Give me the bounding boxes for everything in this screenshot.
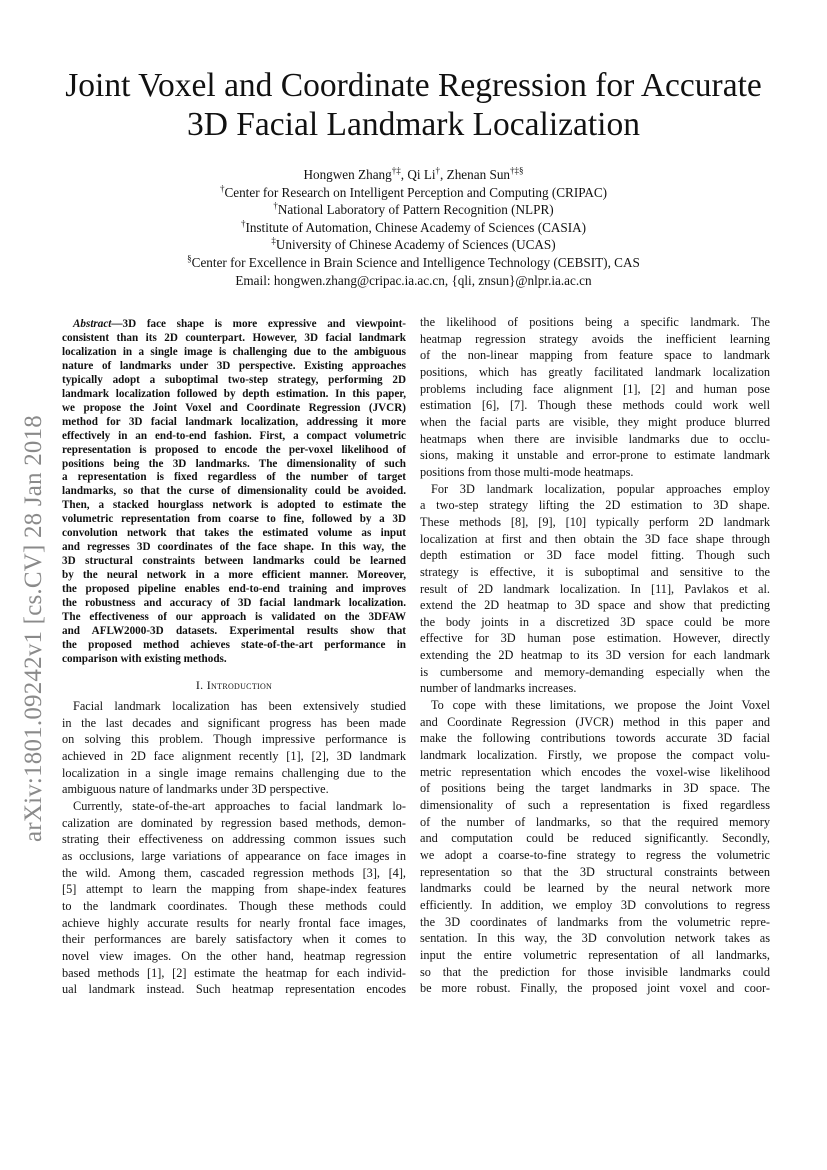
text-line: the 3D coordinates of landmarks from the volumetric repre- <box>420 914 770 929</box>
abstract-line: nature of landmarks under 3D perspective. Existing approaches <box>62 359 406 372</box>
abstract-line: method for 3D facial landmark localization, addressing it more <box>62 415 406 428</box>
text-line: For 3D landmark localization, popular approaches employ <box>431 481 770 496</box>
text-line: as occlusions, large variations of appearance on face images in <box>62 848 406 863</box>
abstract-line: the robustness and accuracy of 3D facial landmark localization. <box>62 597 406 610</box>
abstract-line: the proposed method achieves state-of-the-art performance in <box>62 638 406 651</box>
text-line: be more robust. Finally, the proposed joint voxel and coor- <box>420 981 770 996</box>
paragraph <box>420 697 770 997</box>
author-names: Hongwen Zhang†‡, Qi Li†, Zhenan Sun†‡§ <box>303 165 524 182</box>
text-line: result of 2D landmark localization. In [11], Pavlakos et al. <box>420 581 770 596</box>
abstract-line: the proposed pipeline enables end-to-end training and improves <box>62 583 406 596</box>
section-heading: I. Introduction <box>195 678 273 692</box>
abstract-line: and regresses 3D coordinates of the face shape. In this way, the <box>62 541 406 554</box>
arxiv-stamp: arXiv:1801.09242v1 [cs.CV] 28 Jan 2018 <box>20 415 47 842</box>
affiliation-text: National Laboratory of Pattern Recognition (NLPR) <box>277 202 554 218</box>
text-line: make the following contributions towords accurate 3D facial <box>420 731 770 746</box>
abstract-line <box>62 318 406 332</box>
text-line: [5] attempt to learn the mapping from shape-index features <box>62 882 406 897</box>
text-line: Currently, state-of-the-art approaches to facial landmark lo- <box>73 798 406 813</box>
text-line: ual landmark instead. Such heatmap representation encodes <box>62 982 406 997</box>
text-line: is cumbersome and memory-demanding especially when the <box>420 664 770 679</box>
text-line: landmarks could be learned by the neural network more <box>420 881 770 896</box>
text-line: representation so that the 3D structural constraints between <box>420 864 770 879</box>
text-line: These methods [8], [9], [10] typically perform 2D landmark <box>420 514 770 529</box>
text-line: Facial landmark localization has been extensively studied <box>73 699 406 713</box>
text-line: and Coordinate Regression (JVCR) method in this paper and <box>420 714 770 729</box>
text-line: effective for 3D human pose estimation. However, directly <box>420 631 770 646</box>
text-line: dimensionality of such a representation is fixed regardless <box>420 798 770 813</box>
text-line: positions from those multi-mode heatmaps. <box>420 464 634 479</box>
abstract-line: representation is proposed to encode the per-voxel likelihood of <box>62 443 406 456</box>
author-marks: †‡ <box>391 165 401 176</box>
abstract-line: landmark localization followed by depth estimation. In this paper, <box>62 387 406 400</box>
text-line: heatmaps when there are invisible landmarks due to occlu- <box>420 431 770 446</box>
affiliation-text: Center for Research on Intelligent Perception and Computing (CRIPAC) <box>224 184 608 200</box>
abstract-line: 3D structural constraints between landmarks could be learned <box>62 555 406 568</box>
text-line: number of landmarks increases. <box>420 681 577 696</box>
text-line: strategy is effective, it is suboptimal and sensitive to the <box>420 564 770 579</box>
affiliation-text: Institute of Automation, Chinese Academy of Sciences (CASIA) <box>245 219 587 235</box>
abstract-line: effectively in an end-to-end fashion. First, a compact volumetric <box>62 429 406 442</box>
paragraph <box>420 314 770 481</box>
text-line: their performances are barely satisfactory when it comes to <box>62 932 406 947</box>
text-line: problems including face alignment [1], [2] and human pose <box>420 381 770 396</box>
abstract-text: —3D face shape is more expressive and viewpoint- <box>111 318 406 330</box>
affiliation <box>0 254 827 272</box>
affiliation <box>0 201 827 219</box>
text-line: the body joints in a discretized 3D space could be more <box>420 614 770 629</box>
abstract <box>62 318 406 667</box>
abstract-line: comparison with existing methods. <box>62 652 227 665</box>
text-line: we adopt a coarse-to-fine strategy to regress the volumetric <box>420 848 770 862</box>
author-block <box>0 166 827 289</box>
text-line: of the number of landmarks, so that the required memory <box>420 814 770 829</box>
affiliation-mark: ‡ <box>271 235 276 246</box>
text-line: metric representation which encodes the voxel-wise likelihood <box>420 764 770 779</box>
paragraph <box>420 481 770 698</box>
text-line: extending the 2D heatmap to its 3D version for each landmark <box>420 648 770 663</box>
text-line: ambiguous nature of landmarks under 3D perspective. <box>62 782 329 797</box>
left-column-body <box>62 698 406 998</box>
text-line: the likelihood of positions being a specific landmark. The <box>420 315 770 329</box>
text-line: achieve highly accurate results for nearly frontal face images, <box>62 915 406 930</box>
text-line: based methods [1], [2] estimate the heatmap for each individ- <box>62 965 406 980</box>
text-line: novel view images. On the other hand, heatmap regression <box>62 948 406 963</box>
author-marks: †‡§ <box>510 165 524 176</box>
abstract-line: localization in a single image is challenging due to the ambiguous <box>62 345 406 358</box>
text-line: depth estimation or 3D face model fitting. Though such <box>420 548 770 563</box>
text-line: calization are dominated by regression based methods, demon- <box>62 815 406 830</box>
text-line: a two-step strategy lifting the 2D estimation to 3D shape. <box>420 498 770 513</box>
title-line: 3D Facial Landmark Localization <box>186 106 640 143</box>
author-marks: † <box>435 165 441 176</box>
author-name: Zhenan Sun <box>446 167 511 182</box>
affiliation <box>0 236 827 254</box>
abstract-label: Abstract <box>73 318 112 330</box>
affiliation-text: University of Chinese Academy of Sciences (UCAS) <box>275 237 556 253</box>
text-line: strating their effectiveness on addressing common issues such <box>62 832 406 847</box>
text-line: sions, making it unstable and error-prone to estimate landmark <box>420 448 770 463</box>
text-line: of positions being the target landmarks in 3D space. The <box>420 781 770 796</box>
paper-title <box>0 66 827 144</box>
abstract-line: The effectiveness of our approach is validated on the 3DFAW <box>62 611 406 624</box>
text-line: positions, which has greatly facilitated landmark localization <box>420 364 770 379</box>
text-line: efficiently. In addition, we employ 3D convolutions to regress <box>420 897 770 912</box>
affiliation <box>0 184 827 202</box>
abstract-line: we propose the Joint Voxel and Coordinate Regression (JVCR) <box>62 401 406 414</box>
abstract-line: landmarks, so that the curse of dimensionality could be avoided. <box>62 485 406 498</box>
text-line: so that the prediction for those invisible landmarks could <box>420 964 770 979</box>
affiliation-mark: † <box>240 218 246 229</box>
text-line: heatmap regression strategy avoids the inefficient learning <box>420 331 770 346</box>
text-line: landmark localization. Firstly, we propose the compact volu- <box>420 748 770 763</box>
text-line: localization in a single image remains challenging due to the <box>62 765 406 780</box>
text-line: localization at first and then obtain the 3D face shape through <box>420 531 770 546</box>
paragraph <box>62 798 406 998</box>
title-line: Joint Voxel and Coordinate Regression for Accurate <box>65 67 762 104</box>
text-line: the wild. Among them, cascaded regression methods [3], [4], <box>62 865 406 880</box>
affiliation-mark: † <box>273 200 278 211</box>
text-line: of the non-linear mapping from feature space to landmark <box>420 348 770 363</box>
text-line: estimation [6], [7]. Though these methods could work well <box>420 398 770 413</box>
affiliation <box>0 219 827 237</box>
abstract-line: positions being the 3D landmarks. The dimensionality of such <box>62 457 406 470</box>
text-line: achieved in 2D face alignment recently [1], [2], 3D landmark <box>62 748 406 763</box>
abstract-line: Then, a stacked hourglass network is adopted to estimate the <box>62 499 406 512</box>
paragraph <box>62 698 406 798</box>
affiliation-text: Center for Excellence in Brain Science and Intelligence Technology (CEBSIT), CAS <box>191 254 640 270</box>
abstract-line: volumetric representation from coarse to fine, followed by a 3D <box>62 513 406 526</box>
text-line: extend the 2D heatmap to 3D space and show that predicting <box>420 598 770 613</box>
text-line: To cope with these limitations, we propose the Joint Voxel <box>431 698 770 713</box>
affiliation-mark: † <box>219 183 225 194</box>
abstract-line: by the neural network in a more efficient manner. Moreover, <box>62 569 406 582</box>
abstract-line: consistent than its 2D counterpart. However, 3D facial landmark <box>62 331 406 344</box>
author-name: Hongwen Zhang <box>303 167 392 182</box>
author-name: Qi Li <box>407 167 436 182</box>
abstract-line: convolution network that takes the estimated volume as input <box>62 527 406 540</box>
abstract-line: typically adopt a suboptimal two-step strategy, performing 2D <box>62 373 406 386</box>
text-line: when the facial parts are visible, they might produce blurred <box>420 414 770 429</box>
text-line: sentation. In this way, the 3D convolution network takes as <box>420 931 770 946</box>
abstract-line: a representation is fixed regardless of the number of target <box>62 471 406 484</box>
text-line: on solving this problem. Though impressive performance is <box>62 732 406 747</box>
text-line: input the entire volumetric representation of all landmarks, <box>420 947 770 962</box>
right-column-body <box>420 314 770 997</box>
email: Email: hongwen.zhang@cripac.ia.ac.cn, {qli, znsun}@nlpr.ia.ac.cn <box>235 272 592 288</box>
text-line: in the last decades and significant progress has been made <box>62 715 406 730</box>
abstract-line: and AFLW2000-3D datasets. Experimental results show that <box>62 624 406 637</box>
affiliation-mark: § <box>187 253 192 264</box>
text-line: to the landmark coordinates. Though these methods could <box>62 898 406 913</box>
text-line: and computation could be reduced significantly. Secondly, <box>420 831 770 846</box>
